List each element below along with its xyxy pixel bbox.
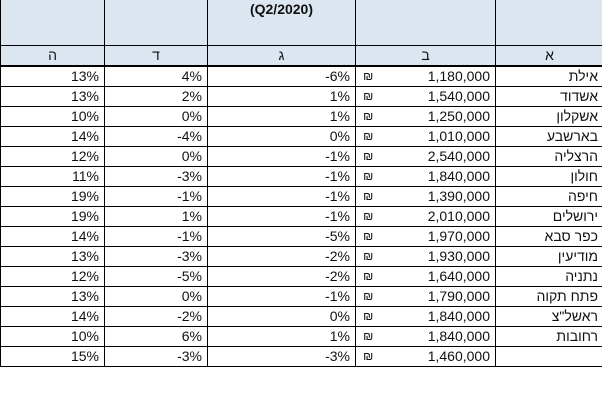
column-header-g: ג	[208, 46, 356, 67]
cell-price: 1,390,000	[381, 187, 496, 207]
cell-change-g: -1%	[208, 207, 356, 227]
cell-price: 2,540,000	[381, 147, 496, 167]
cell-city: בארשבע	[496, 127, 602, 147]
cell-change-e: 10%	[1, 107, 105, 127]
table-row	[1, 66, 602, 87]
table-row	[1, 227, 602, 247]
cell-change-e: 11%	[1, 167, 105, 187]
cell-city: הרצליה	[496, 147, 602, 167]
cell-change-e: 12%	[1, 267, 105, 287]
cell-change-g: -5%	[208, 227, 356, 247]
shekel-symbol: ₪	[356, 107, 381, 127]
cell-price: 1,460,000	[381, 347, 496, 367]
cell-change-d: 4%	[105, 66, 208, 87]
table-row	[1, 107, 602, 127]
cell-city: נתניה	[496, 267, 602, 287]
cell-change-e: 12%	[1, 147, 105, 167]
cell-change-d: -4%	[105, 127, 208, 147]
cell-change-d: 0%	[105, 107, 208, 127]
shekel-symbol: ₪	[356, 87, 381, 107]
shekel-symbol: ₪	[356, 267, 381, 287]
table-row-partial	[1, 347, 602, 367]
cell-price: 1,180,000	[381, 66, 496, 87]
shekel-symbol: ₪	[356, 347, 381, 367]
table-row	[1, 267, 602, 287]
table-row	[1, 127, 602, 147]
cell-change-g: 1%	[208, 107, 356, 127]
cell-change-e: 13%	[1, 66, 105, 87]
cell-city: פתח תקוה	[496, 287, 602, 307]
cell-price: 1,840,000	[381, 327, 496, 347]
cell-city: ראשל"צ	[496, 307, 602, 327]
shekel-symbol: ₪	[356, 307, 381, 327]
cell-price: 1,010,000	[381, 127, 496, 147]
header-top-row	[1, 0, 602, 46]
header-cell-empty	[1, 0, 105, 46]
cell-change-e: 10%	[1, 327, 105, 347]
shekel-symbol: ₪	[356, 187, 381, 207]
table-row	[1, 287, 602, 307]
cell-change-d: 0%	[105, 147, 208, 167]
header-cell-empty	[356, 0, 496, 46]
cell-change-g: 0%	[208, 127, 356, 147]
cell-price: 1,840,000	[381, 307, 496, 327]
shekel-symbol: ₪	[356, 147, 381, 167]
cell-change-e: 13%	[1, 247, 105, 267]
table-row	[1, 247, 602, 267]
table-row	[1, 187, 602, 207]
cell-city: אשדוד	[496, 87, 602, 107]
cell-city: רחובות	[496, 327, 602, 347]
shekel-symbol: ₪	[356, 207, 381, 227]
cell-change-g: -1%	[208, 187, 356, 207]
cell-change-e: 13%	[1, 87, 105, 107]
cell-price: 1,840,000	[381, 167, 496, 187]
cell-city: חיפה	[496, 187, 602, 207]
cell-price: 2,010,000	[381, 207, 496, 227]
shekel-symbol: ₪	[356, 66, 381, 87]
cell-change-e: 14%	[1, 127, 105, 147]
shekel-symbol: ₪	[356, 327, 381, 347]
cell-price: 1,640,000	[381, 267, 496, 287]
cell-change-d: -3%	[105, 347, 208, 367]
column-header-a: א	[496, 46, 602, 67]
cell-change-d: 2%	[105, 87, 208, 107]
shekel-symbol: ₪	[356, 227, 381, 247]
table-row	[1, 327, 602, 347]
cell-price: 1,250,000	[381, 107, 496, 127]
cell-city: כפר סבא	[496, 227, 602, 247]
cell-city	[496, 347, 602, 367]
cell-change-d: -2%	[105, 307, 208, 327]
cell-change-e: 13%	[1, 287, 105, 307]
shekel-symbol: ₪	[356, 247, 381, 267]
cell-city: ירושלים	[496, 207, 602, 227]
cell-change-d: 1%	[105, 207, 208, 227]
cell-change-g: 1%	[208, 327, 356, 347]
table-row	[1, 87, 602, 107]
cell-change-d: -1%	[105, 227, 208, 247]
cell-change-d: 0%	[105, 287, 208, 307]
cell-price: 1,790,000	[381, 287, 496, 307]
table-row	[1, 167, 602, 187]
cell-change-e: 19%	[1, 187, 105, 207]
cell-change-g: -2%	[208, 267, 356, 287]
shekel-symbol: ₪	[356, 167, 381, 187]
cell-change-g: -3%	[208, 347, 356, 367]
cell-change-d: -3%	[105, 167, 208, 187]
cell-city: חולון	[496, 167, 602, 187]
cell-change-e: 14%	[1, 227, 105, 247]
cell-change-g: -6%	[208, 66, 356, 87]
column-header-e: ה	[1, 46, 105, 67]
cell-price: 1,970,000	[381, 227, 496, 247]
cell-change-g: -2%	[208, 247, 356, 267]
table-row	[1, 207, 602, 227]
shekel-symbol: ₪	[356, 287, 381, 307]
cell-city: מודיעין	[496, 247, 602, 267]
cell-change-d: -5%	[105, 267, 208, 287]
cell-change-e: 15%	[1, 347, 105, 367]
column-header-d: ד	[105, 46, 208, 67]
period-title: (Q2/2020)	[208, 0, 356, 46]
header-cell-empty	[496, 0, 602, 46]
cell-city: אילת	[496, 66, 602, 87]
cell-change-g: -1%	[208, 147, 356, 167]
cell-change-g: 1%	[208, 87, 356, 107]
column-letter-row	[1, 46, 602, 67]
cell-change-g: 0%	[208, 307, 356, 327]
cell-change-e: 14%	[1, 307, 105, 327]
shekel-symbol: ₪	[356, 127, 381, 147]
table-row	[1, 307, 602, 327]
cell-change-d: -3%	[105, 247, 208, 267]
cell-change-g: -1%	[208, 287, 356, 307]
table-row	[1, 147, 602, 167]
column-header-b: ב	[356, 46, 496, 67]
cell-change-g: -1%	[208, 167, 356, 187]
cell-city: אשקלון	[496, 107, 602, 127]
header-cell-empty	[105, 0, 208, 46]
cell-price: 1,540,000	[381, 87, 496, 107]
cell-change-d: 6%	[105, 327, 208, 347]
cell-change-e: 19%	[1, 207, 105, 227]
cell-price: 1,930,000	[381, 247, 496, 267]
cell-change-d: -1%	[105, 187, 208, 207]
